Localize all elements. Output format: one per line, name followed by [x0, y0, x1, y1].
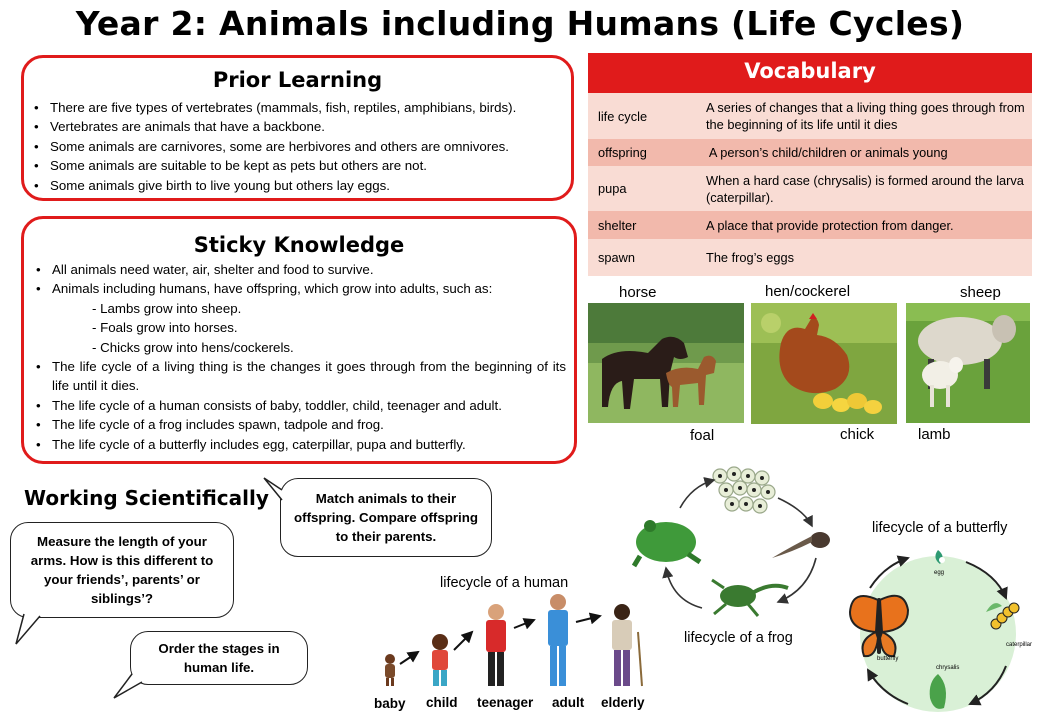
- frog-lifecycle-caption: lifecycle of a frog: [684, 630, 793, 646]
- sheep-lamb-photo: [906, 303, 1030, 423]
- vocabulary-term: pupa: [598, 181, 627, 196]
- prior-learning-panel: [21, 55, 574, 201]
- butterfly-stage-butterfly-label: butterfly: [877, 656, 899, 662]
- page-title: Year 2: Animals including Humans (Life Cycles): [75, 4, 965, 43]
- sticky-knowledge-item: • The life cycle of a living thing is the changes it goes through from the beginning of its life until it dies.: [32, 357, 566, 396]
- bubble-text: Order the stages in human life.: [158, 641, 280, 675]
- vocabulary-term: shelter: [598, 217, 637, 233]
- horse-label: horse: [619, 284, 657, 301]
- vocabulary-definition: A series of changes that a living thing goes through from the beginning of its life until it dies: [706, 100, 1025, 132]
- speech-bubble-measure: [10, 522, 234, 618]
- vocabulary-term: spawn: [598, 250, 635, 265]
- bubble-tail: [112, 672, 148, 702]
- sheep-label: sheep: [960, 284, 1001, 301]
- vocabulary-definition: The frog’s eggs: [706, 250, 794, 265]
- vocabulary-definition: A person’s child/children or animals young: [706, 145, 948, 160]
- horse-foal-photo: [588, 303, 744, 423]
- bubble-text: Measure the length of your arms. How is this different to your friends’, parents’ or siblings’?: [30, 534, 214, 606]
- hen-chick-photo: [751, 303, 897, 424]
- vocabulary-definition: A place that provide protection from danger.: [706, 217, 954, 233]
- sticky-knowledge-item: • All animals need water, air, shelter and food to survive.: [32, 260, 566, 279]
- vocabulary-definition: When a hard case (chrysalis) is formed around the larva (caterpillar).: [706, 172, 1024, 205]
- butterfly-stage-egg-label: egg: [934, 570, 945, 576]
- speech-bubble-match: [280, 478, 492, 557]
- butterfly-stage-caterpillar-label: caterpillar: [1006, 642, 1033, 648]
- vocabulary-table: [588, 53, 1032, 276]
- bubble-text: Match animals to their offspring. Compare offspring to their parents.: [294, 491, 478, 544]
- hen-label: hen/cockerel: [765, 283, 851, 300]
- stage-adult-label: adult: [552, 695, 585, 710]
- speech-bubble-order: [130, 631, 308, 685]
- sticky-knowledge-item: • The life cycle of a frog includes spawn, tadpole and frog.: [32, 415, 566, 434]
- butterfly-stage-chrysalis-label: chrysalis: [936, 665, 960, 671]
- chick-label: chick: [840, 426, 875, 443]
- frog-spawn: [713, 467, 775, 513]
- sticky-knowledge-subitem: - Lambs grow into sheep.: [92, 300, 242, 316]
- lamb-label: lamb: [918, 426, 951, 443]
- sticky-knowledge-panel: [21, 216, 577, 464]
- human-lifecycle-illustration: [372, 592, 662, 692]
- prior-learning-heading: Prior Learning: [212, 68, 383, 92]
- vocabulary-row: [588, 166, 1032, 211]
- prior-learning-item: • There are five types of vertebrates (mammals, fish, reptiles, amphibians, birds).: [30, 98, 571, 117]
- vocabulary-row: [588, 239, 1032, 276]
- vocabulary-term: life cycle: [598, 108, 648, 124]
- sticky-knowledge-item: • The life cycle of a human consists of baby, toddler, child, teenager and adult.: [32, 396, 566, 415]
- frog-lifecycle-illustration: [632, 462, 842, 632]
- sticky-knowledge-item: • Animals including humans, have offspring, which grow into adults, such as:: [32, 279, 566, 298]
- human-lifecycle-caption: lifecycle of a human: [440, 575, 569, 591]
- stage-child-label: child: [426, 695, 458, 710]
- prior-learning-item: • Some animals give birth to live young but others lay eggs.: [30, 176, 571, 195]
- foal-label: foal: [690, 427, 715, 444]
- vocabulary-row: [588, 139, 1032, 166]
- stage-teenager-label: teenager: [477, 695, 534, 710]
- sticky-knowledge-item: • The life cycle of a butterfly includes egg, caterpillar, pupa and butterfly.: [32, 435, 566, 454]
- stage-baby-label: baby: [374, 696, 406, 711]
- sticky-knowledge-subitem: - Chicks grow into hens/cockerels.: [92, 339, 294, 355]
- vocabulary-row: [588, 211, 1032, 239]
- stage-elderly-label: elderly: [601, 695, 645, 710]
- prior-learning-item: • Vertebrates are animals that have a backbone.: [30, 117, 571, 136]
- bubble-tail: [262, 476, 292, 506]
- sticky-knowledge-heading: Sticky Knowledge: [193, 233, 405, 257]
- vocabulary-row: [588, 93, 1032, 139]
- vocabulary-term: offspring: [598, 145, 647, 160]
- vocabulary-heading: Vocabulary: [588, 53, 1032, 93]
- bubble-tail: [10, 612, 50, 646]
- prior-learning-item: • Some animals are suitable to be kept as pets but others are not.: [30, 156, 571, 175]
- working-scientifically-heading: Working Scientifically: [24, 486, 269, 510]
- butterfly-lifecycle-caption: lifecycle of a butterfly: [872, 520, 1008, 536]
- prior-learning-item: • Some animals are carnivores, some are herbivores and others are omnivores.: [30, 137, 571, 156]
- sticky-knowledge-subitem: - Foals grow into horses.: [92, 320, 238, 336]
